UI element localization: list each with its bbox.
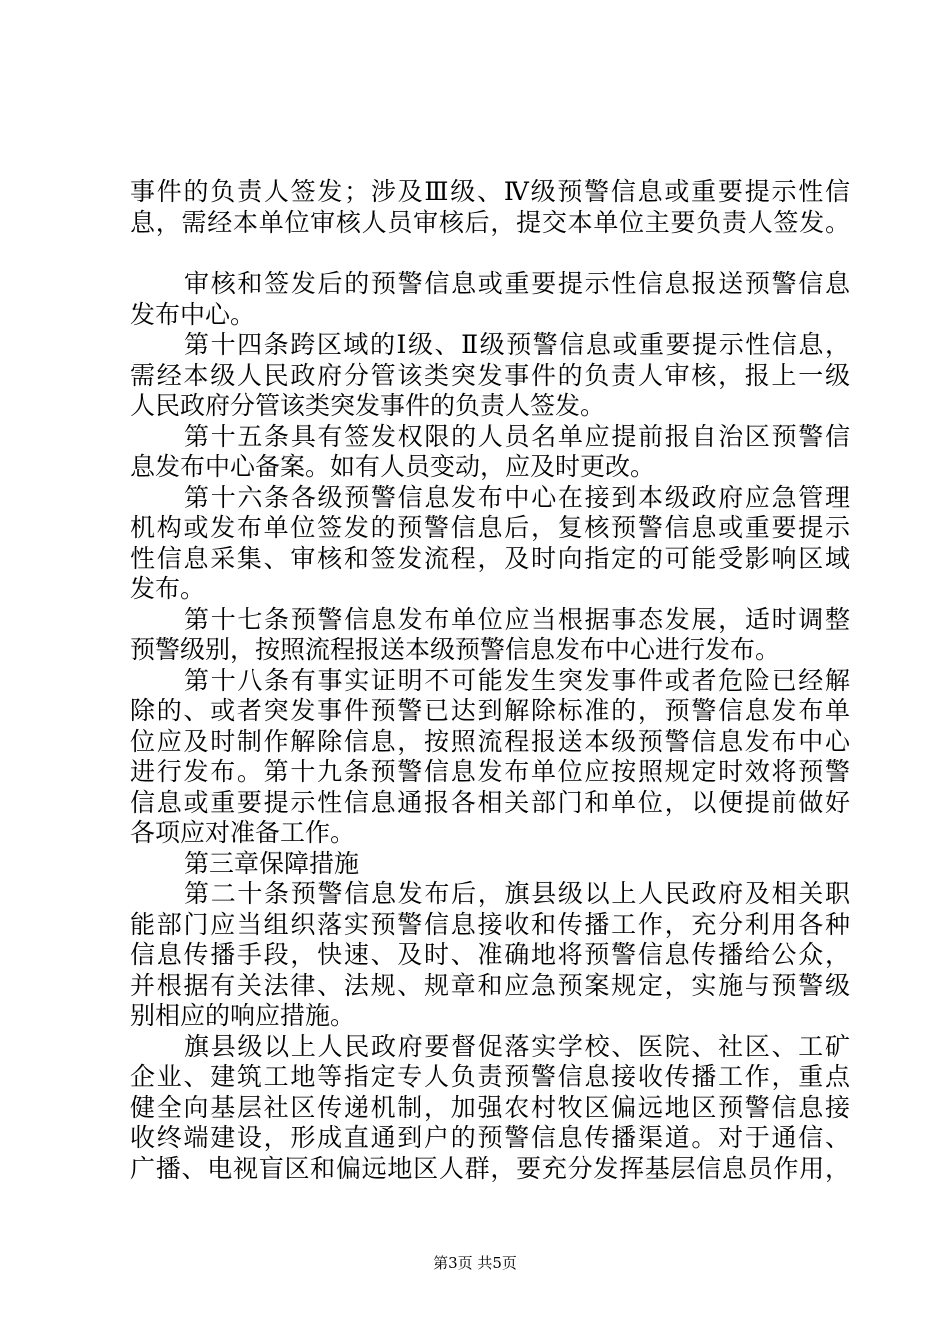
text-line: 机构或发布单位签发的预警信息后，复核预警信息或重要提示 bbox=[130, 513, 850, 542]
page-number-label: 第3页 共5页 bbox=[433, 1254, 517, 1272]
text-line: 预警级别，按照流程报送本级预警信息发布中心进行发布。 bbox=[130, 635, 781, 664]
text-line: 人民政府分管该类突发事件的负责人签发。 bbox=[130, 391, 606, 420]
text-line: 性信息采集、审核和签发流程，及时向指定的可能受影响区域 bbox=[130, 543, 850, 573]
text-line: 除的、或者突发事件预警已达到解除标准的，预警信息发布单 bbox=[130, 696, 850, 725]
text-line: 进行发布。第十九条预警信息发布单位应按照规定时效将预警 bbox=[130, 757, 850, 786]
text-line: 企业、建筑工地等指定专人负责预警信息接收传播工作，重点 bbox=[130, 1062, 850, 1091]
text-line: 第十五条具有签发权限的人员名单应提前报自治区预警信 bbox=[184, 421, 850, 451]
paragraph-gap bbox=[130, 238, 850, 269]
text-line: 息发布中心备案。如有人员变动，应及时更改。 bbox=[130, 452, 656, 481]
text-line: 第十六条各级预警信息发布中心在接到本级政府应急管理 bbox=[184, 482, 850, 512]
text-line: 第十四条跨区域的Ⅰ级、Ⅱ级预警信息或重要提示性信息， bbox=[184, 330, 850, 359]
chapter-heading: 第三章保障措施 bbox=[184, 848, 360, 878]
text-line: 第十七条预警信息发布单位应当根据事态发展，适时调整 bbox=[184, 604, 850, 634]
text-line: 审核和签发后的预警信息或重要提示性信息报送预警信息 bbox=[184, 269, 850, 298]
text-line: 各项应对准备工作。 bbox=[130, 818, 356, 847]
text-line: 广播、电视盲区和偏远地区人群，要充分发挥基层信息员作用， bbox=[130, 1153, 850, 1183]
body-text bbox=[130, 177, 850, 1184]
text-line: 信息或重要提示性信息通报各相关部门和单位，以便提前做好 bbox=[130, 787, 850, 817]
text-line: 事件的负责人签发；涉及Ⅲ级、Ⅳ级预警信息或重要提示性信 bbox=[130, 177, 850, 206]
text-line: 能部门应当组织落实预警信息接收和传播工作，充分利用各种 bbox=[130, 909, 850, 939]
text-line: 信息传播手段，快速、及时、准确地将预警信息传播给公众， bbox=[130, 940, 850, 969]
page-footer bbox=[0, 1253, 950, 1273]
text-line: 息，需经本单位审核人员审核后，提交本单位主要负责人签发。 bbox=[130, 207, 850, 237]
text-line: 第二十条预警信息发布后，旗县级以上人民政府及相关职 bbox=[184, 879, 850, 908]
text-line: 并根据有关法律、法规、规章和应急预案规定，实施与预警级 bbox=[130, 970, 850, 1000]
text-line: 别相应的响应措施。 bbox=[130, 1001, 356, 1030]
text-line: 需经本级人民政府分管该类突发事件的负责人审核，报上一级 bbox=[130, 360, 850, 390]
text-line: 位应及时制作解除信息，按照流程报送本级预警信息发布中心 bbox=[130, 726, 850, 756]
text-line: 发布。 bbox=[130, 574, 206, 603]
text-line: 第十八条有事实证明不可能发生突发事件或者危险已经解 bbox=[184, 665, 850, 695]
text-line: 健全向基层社区传递机制，加强农村牧区偏远地区预警信息接 bbox=[130, 1092, 850, 1122]
text-line: 发布中心。 bbox=[130, 299, 256, 329]
text-line: 旗县级以上人民政府要督促落实学校、医院、社区、工矿 bbox=[184, 1031, 850, 1061]
text-line: 收终端建设，形成直通到户的预警信息传播渠道。对于通信、 bbox=[130, 1123, 850, 1152]
